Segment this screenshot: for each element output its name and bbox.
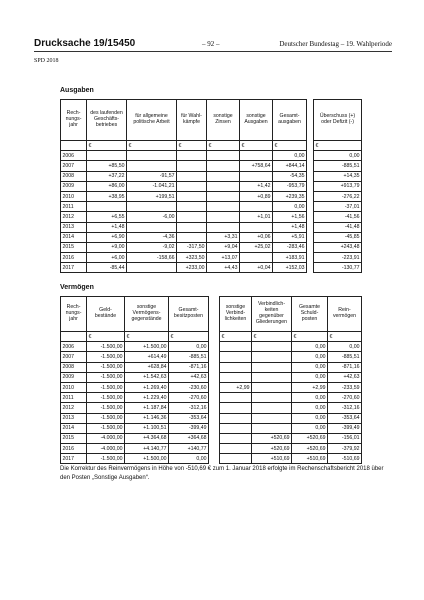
value-cell: -1.500,00 [87,393,125,403]
value-cell: -399,49 [169,423,209,433]
currency-cell: € [177,141,207,151]
column-header: sonstige Verbind-lichkeiten [220,297,252,332]
value-cell: -1.500,00 [87,382,125,392]
table-row [314,242,362,252]
value-cell [207,181,240,191]
value-cell: +14,35 [314,171,362,181]
value-cell [252,382,292,392]
value-cell [87,151,127,161]
value-cell: -54,35 [273,171,307,181]
value-cell [87,202,127,212]
currency-cell: € [240,141,273,151]
value-cell: -276,22 [314,191,362,201]
value-cell: -312,16 [328,403,362,413]
value-cell: -130,77 [314,263,362,273]
value-cell: 0,00 [314,151,362,161]
value-cell: +520,69 [252,444,292,454]
value-cell [220,444,252,454]
currency-row [61,141,307,151]
value-cell: +86,00 [87,181,127,191]
ausgaben-title: Ausgaben [60,87,94,94]
value-cell: -158,66 [127,253,177,263]
value-cell: -233,59 [328,382,362,392]
value-cell: +1,48 [87,222,127,232]
value-cell: +1.100,51 [125,423,169,433]
value-cell: -871,16 [169,362,209,372]
year-cell: 2006 [61,151,87,161]
ueberschuss-header-row [314,100,362,141]
year-cell: 2007 [61,161,87,171]
value-cell: -4.000,00 [87,433,125,443]
value-cell: -4.000,00 [87,444,125,454]
value-cell: +1,01 [240,212,273,222]
value-cell: +140,77 [169,444,209,454]
value-cell: -312,16 [169,403,209,413]
currency-cell: € [127,141,177,151]
table-row [61,423,209,433]
value-cell [252,413,292,423]
year-cell: 2008 [61,362,87,372]
value-cell: +1.269,40 [125,382,169,392]
table-row [61,393,209,403]
value-cell: -283,46 [273,242,307,252]
value-cell: +0,06 [240,232,273,242]
value-cell: +4,43 [207,263,240,273]
table-row [61,362,209,372]
currency-cell: € [220,332,252,342]
value-cell [240,171,273,181]
value-cell [220,342,252,352]
value-cell [177,181,207,191]
column-header: für allgemeine politische Arbeit [127,100,177,141]
doc-prefix: Drucksache 19/ [34,38,108,49]
value-cell: +1.187,84 [125,403,169,413]
value-cell [207,191,240,201]
value-cell: +1,56 [273,212,307,222]
value-cell: -85,44 [87,263,127,273]
table-row [61,191,307,201]
table-row [220,393,362,403]
table-row [61,352,209,362]
value-cell: +199,51 [127,191,177,201]
value-cell: -1.500,00 [87,423,125,433]
table-row [220,362,362,372]
table-row [220,433,362,443]
value-cell: -885,51 [314,161,362,171]
value-cell [252,342,292,352]
value-cell: +42,63 [169,372,209,382]
table-row [220,342,362,352]
year-cell: 2012 [61,403,87,413]
ausgaben-table [60,99,307,273]
year-cell: 2012 [61,212,87,222]
value-cell: -156,01 [328,433,362,443]
column-header: sonstige Vermögens-gegenstände [125,297,169,332]
value-cell: +614,49 [125,352,169,362]
value-cell: +1.500,00 [125,342,169,352]
value-cell: +1,48 [273,222,307,232]
value-cell: +364,68 [169,433,209,443]
value-cell: +37,22 [87,171,127,181]
table-row [61,382,209,392]
table-row [314,171,362,181]
value-cell: +6,90 [87,232,127,242]
value-cell: +3,31 [207,232,240,242]
value-cell: +4.364,68 [125,433,169,443]
value-cell [207,202,240,212]
value-cell: -1.500,00 [87,372,125,382]
table-row [61,433,209,443]
value-cell: 0,00 [292,362,328,372]
value-cell: +243,48 [314,242,362,252]
table-row [61,342,209,352]
table-row [61,253,307,263]
value-cell: 0,00 [273,202,307,212]
year-cell: 2010 [61,191,87,201]
value-cell [240,151,273,161]
currency-cell [61,332,87,342]
value-cell: -399,49 [328,423,362,433]
table-row [220,372,362,382]
value-cell: -871,16 [328,362,362,372]
column-header: sonstige Ausgaben [240,100,273,141]
value-cell [207,222,240,232]
value-cell [127,161,177,171]
value-cell: -953,79 [273,181,307,191]
value-cell: +9,04 [207,242,240,252]
value-cell: 0,00 [169,342,209,352]
year-cell: 2010 [61,382,87,392]
value-cell: +758,64 [240,161,273,171]
value-cell: -353,64 [169,413,209,423]
value-cell: +0,89 [240,191,273,201]
value-cell [252,393,292,403]
value-cell [220,352,252,362]
year-cell: 2009 [61,181,87,191]
value-cell: +42,63 [328,372,362,382]
header-rule [34,51,392,52]
doc-number: 15450 [107,38,136,49]
value-cell: +38,95 [87,191,127,201]
table-row [61,202,307,212]
value-cell [220,372,252,382]
table-row [314,222,362,232]
table-row [61,444,209,454]
currency-cell: € [87,141,127,151]
year-cell: 2017 [61,263,87,273]
year-cell: 2006 [61,342,87,352]
column-header: für Wahl-kämpfe [177,100,207,141]
column-header: sonstige Zinsen [207,100,240,141]
party-label: SPD 2018 [34,58,59,64]
column-header: Überschuss (+) oder Defizit (-) [314,100,362,141]
ueberschuss-table [313,99,362,273]
currency-cell [61,141,87,151]
vermoegen-header-row [220,297,362,332]
value-cell: +2,99 [220,382,252,392]
year-cell: 2014 [61,423,87,433]
parliament-label: Deutscher Bundestag – 19. Wahlperiode [279,40,392,48]
value-cell: -379,92 [328,444,362,454]
table-row [314,212,362,222]
value-cell: -41,56 [314,212,362,222]
value-cell [220,362,252,372]
value-cell: -230,60 [169,382,209,392]
value-cell: 0,00 [273,151,307,161]
table-row [220,413,362,423]
value-cell [207,171,240,181]
currency-cell: € [207,141,240,151]
value-cell [177,161,207,171]
value-cell: -885,51 [328,352,362,362]
value-cell [207,212,240,222]
value-cell: 0,00 [328,342,362,352]
value-cell: 0,00 [292,403,328,413]
value-cell [207,161,240,171]
vermoegen-header-row [61,297,209,332]
table-row [61,232,307,242]
value-cell: +844,14 [273,161,307,171]
value-cell: -317,50 [177,242,207,252]
value-cell: +520,69 [252,433,292,443]
value-cell: 0,00 [292,423,328,433]
currency-row [220,332,362,342]
value-cell: +1.146,36 [125,413,169,423]
value-cell: -353,64 [328,413,362,423]
value-cell [177,191,207,201]
value-cell: +510,69 [252,454,292,464]
table-row [61,161,307,171]
table-row [314,191,362,201]
year-cell: 2007 [61,352,87,362]
currency-cell: € [125,332,169,342]
vermoegen-title: Vermögen [60,284,94,291]
value-cell: +13,07 [207,253,240,263]
value-cell [207,151,240,161]
currency-cell: € [273,141,307,151]
value-cell: -1.500,00 [87,413,125,423]
value-cell: -223,91 [314,253,362,263]
value-cell [220,393,252,403]
table-row [314,151,362,161]
year-cell: 2016 [61,444,87,454]
table-row [61,212,307,222]
value-cell: +1.500,00 [125,454,169,464]
value-cell: +1.542,63 [125,372,169,382]
column-header: Geld-bestände [87,297,125,332]
value-cell: +239,35 [273,191,307,201]
value-cell [252,403,292,413]
value-cell [177,222,207,232]
value-cell [177,202,207,212]
currency-cell: € [292,332,328,342]
table-row [61,151,307,161]
value-cell [252,362,292,372]
table-row [314,232,362,242]
value-cell: -1.500,00 [87,403,125,413]
year-cell: 2014 [61,232,87,242]
vermoegen-right-table [219,296,362,464]
currency-row [314,141,362,151]
value-cell: +628,84 [125,362,169,372]
year-cell: 2009 [61,372,87,382]
value-cell: 0,00 [169,454,209,464]
column-header: des laufenden Geschäfts-betriebes [87,100,127,141]
table-row [314,263,362,273]
value-cell: 0,00 [292,393,328,403]
year-cell: 2011 [61,202,87,212]
table-row [220,382,362,392]
value-cell: +323,50 [177,253,207,263]
value-cell: +4.140,77 [125,444,169,454]
currency-cell: € [87,332,125,342]
year-cell: 2011 [61,393,87,403]
column-header: Verbindlich-keiten gegenüber Gliederungen [252,297,292,332]
value-cell: 0,00 [292,342,328,352]
value-cell: +5,91 [273,232,307,242]
value-cell: +183,91 [273,253,307,263]
table-row [314,161,362,171]
value-cell: +1.229,40 [125,393,169,403]
value-cell [240,202,273,212]
currency-row [61,332,209,342]
table-row [61,372,209,382]
value-cell [252,423,292,433]
value-cell: +6,00 [87,253,127,263]
table-row [61,403,209,413]
value-cell [240,222,273,232]
value-cell [220,454,252,464]
table-row [314,202,362,212]
column-header: Gesamt-besitzposten [169,297,209,332]
value-cell: 0,00 [292,413,328,423]
value-cell: +0,04 [240,263,273,273]
value-cell: -510,69 [328,454,362,464]
column-header: Rein-vermögen [328,297,362,332]
column-header: Rech-nungs-jahr [61,100,87,141]
vermoegen-left-table [60,296,209,464]
value-cell: -6,00 [127,212,177,222]
table-row [61,454,209,464]
value-cell: -4,36 [127,232,177,242]
column-header: Gesamte Schuld-posten [292,297,328,332]
value-cell: +1,42 [240,181,273,191]
currency-cell: € [328,332,362,342]
table-row [314,253,362,263]
value-cell: +2,99 [292,382,328,392]
value-cell: -91,57 [127,171,177,181]
table-row [61,181,307,191]
value-cell: -270,60 [169,393,209,403]
year-cell: 2015 [61,242,87,252]
table-row [314,181,362,191]
value-cell: +152,03 [273,263,307,273]
value-cell: +85,50 [87,161,127,171]
value-cell: -270,60 [328,393,362,403]
value-cell: +510,69 [292,454,328,464]
table-row [220,454,362,464]
value-cell [177,171,207,181]
table-row [61,242,307,252]
value-cell: +6,55 [87,212,127,222]
table-row [61,413,209,423]
table-row [61,263,307,273]
column-header: Gesamt-ausgaben [273,100,307,141]
value-cell: -1.500,00 [87,454,125,464]
value-cell [177,232,207,242]
value-cell: -37,01 [314,202,362,212]
value-cell [220,433,252,443]
value-cell [220,413,252,423]
table-row [220,444,362,454]
currency-cell: € [314,141,362,151]
year-cell: 2016 [61,253,87,263]
value-cell [252,352,292,362]
value-cell [220,423,252,433]
year-cell: 2013 [61,222,87,232]
value-cell [127,263,177,273]
value-cell: +25,02 [240,242,273,252]
value-cell: 0,00 [292,372,328,382]
value-cell: -1.500,00 [87,362,125,372]
value-cell: -1.500,00 [87,342,125,352]
value-cell [127,151,177,161]
value-cell: +233,00 [177,263,207,273]
value-cell [127,202,177,212]
value-cell: +913,79 [314,181,362,191]
year-cell: 2015 [61,433,87,443]
table-row [61,171,307,181]
value-cell: -1.041,21 [127,181,177,191]
year-cell: 2013 [61,413,87,423]
value-cell [220,403,252,413]
ausgaben-header-row [61,100,307,141]
column-header: Rech-nungs-jahr [61,297,87,332]
value-cell: -885,51 [169,352,209,362]
value-cell: 0,00 [292,352,328,362]
value-cell [177,151,207,161]
footnote: Die Korrektur des Reinvermögens in Höhe von -510,69 € zum 1. Januar 2018 erfolgte im Rechenschaftsbericht 2018 über den Posten „Sonstige Ausgaben“. [60,466,384,481]
table-row [61,222,307,232]
year-cell: 2008 [61,171,87,181]
table-row [220,423,362,433]
value-cell [177,212,207,222]
value-cell: +9,00 [87,242,127,252]
value-cell [240,253,273,263]
page-header [34,38,392,50]
table-row [220,403,362,413]
value-cell [252,372,292,382]
value-cell: +520,69 [292,433,328,443]
value-cell [127,222,177,232]
currency-cell: € [169,332,209,342]
value-cell: -1.500,00 [87,352,125,362]
currency-cell: € [252,332,292,342]
document-number [34,38,135,49]
value-cell: -9,02 [127,242,177,252]
value-cell: -41,48 [314,222,362,232]
page-number: – 92 – [202,40,220,48]
value-cell: +520,69 [292,444,328,454]
table-row [220,352,362,362]
year-cell: 2017 [61,454,87,464]
value-cell: -45,85 [314,232,362,242]
